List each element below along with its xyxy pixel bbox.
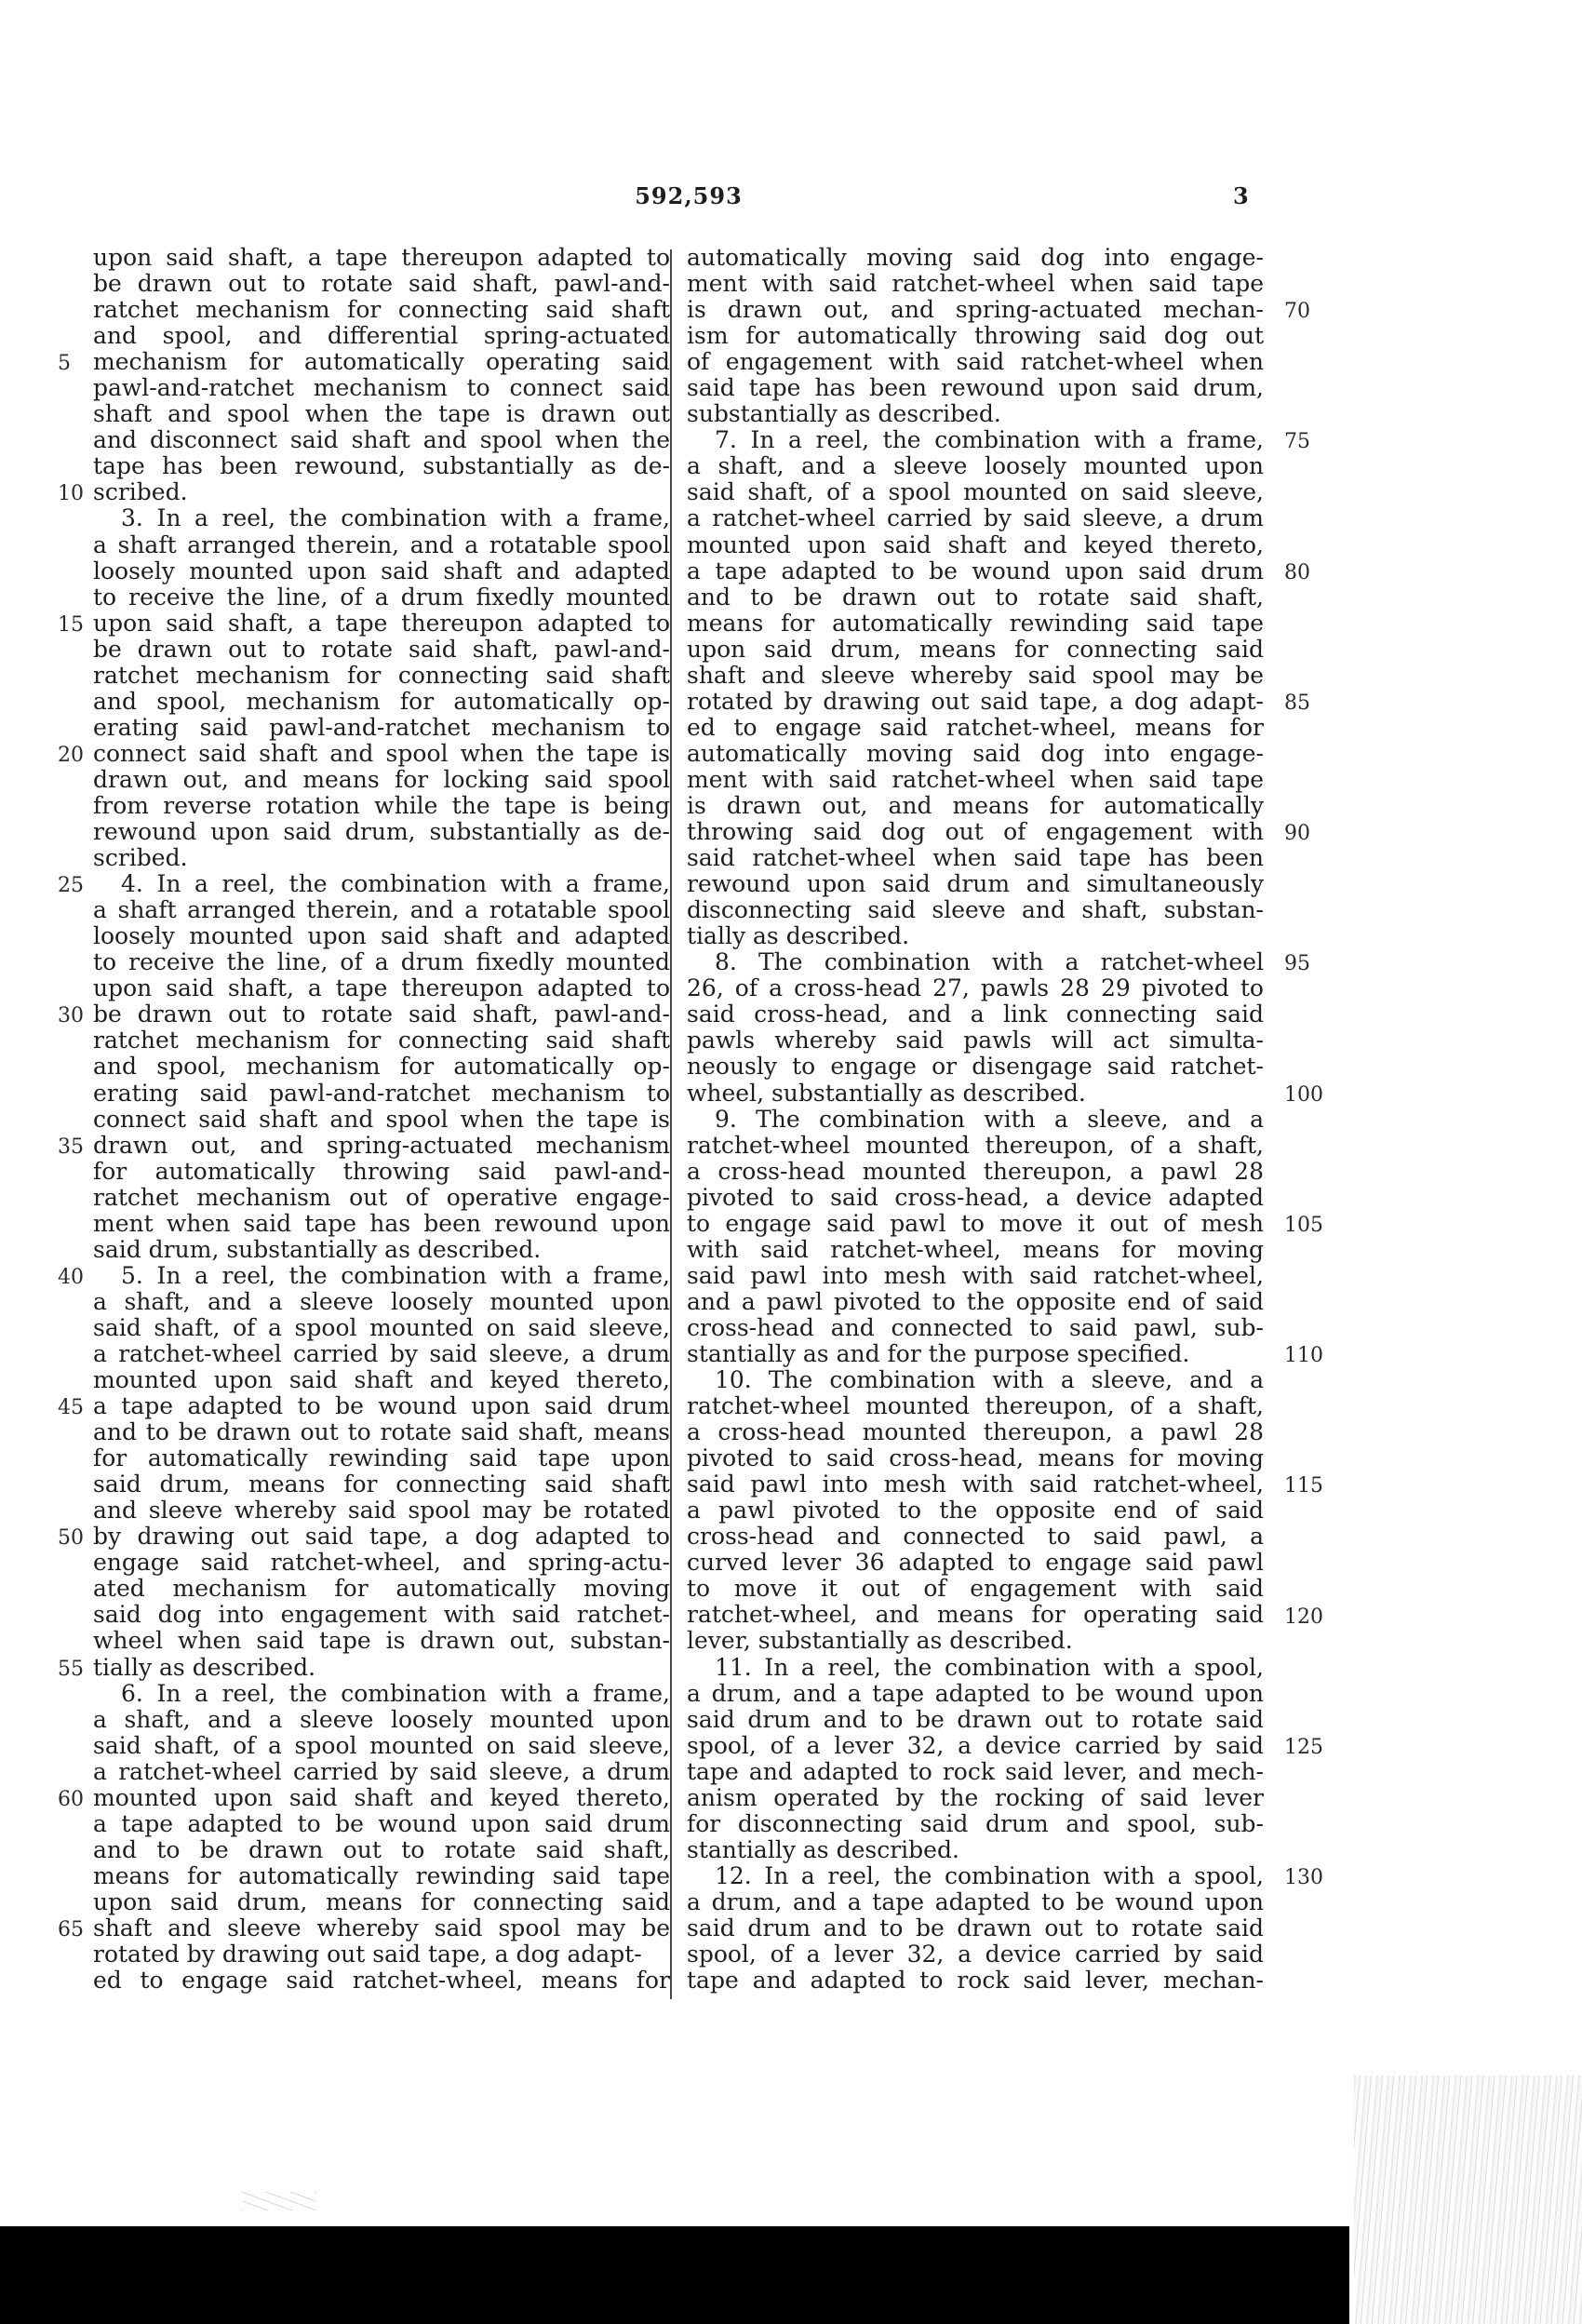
text-line: a ratchet-wheel carried by said sleeve, a drum bbox=[687, 504, 1264, 532]
text-line: be drawn out to rotate said shaft, pawl-and- bbox=[93, 270, 670, 298]
text-line: drawn out, and means for locking said spool bbox=[93, 765, 670, 793]
line-number: 20 bbox=[58, 743, 84, 767]
line-number: 105 bbox=[1284, 1213, 1323, 1237]
text-line: substantially as described. bbox=[687, 400, 1001, 428]
text-line: 26, of a cross-head 27, pawls 28 29 pivoted to bbox=[687, 974, 1264, 1002]
line-number: 25 bbox=[58, 874, 84, 898]
text-line: said pawl into mesh with said ratchet-wheel, bbox=[687, 1261, 1264, 1289]
text-line: of engagement with said ratchet-wheel when bbox=[687, 348, 1264, 376]
text-line: tape and adapted to rock said lever, and mech- bbox=[687, 1757, 1264, 1785]
scan-artifact bbox=[242, 2192, 316, 2210]
text-line: is drawn out, and means for automatically bbox=[687, 791, 1264, 819]
text-line: by drawing out said tape, a dog adapted to bbox=[93, 1523, 670, 1551]
text-line: upon said shaft, a tape thereupon adapted to bbox=[93, 974, 670, 1002]
text-line: 5. In a reel, the combination with a frame, bbox=[121, 1261, 670, 1289]
text-line: a ratchet-wheel carried by said sleeve, a drum bbox=[93, 1757, 670, 1785]
text-line: a tape adapted to be wound upon said drum bbox=[687, 557, 1264, 584]
column-divider bbox=[670, 249, 672, 1999]
text-line: automatically moving said dog into engage- bbox=[687, 244, 1264, 271]
page-header bbox=[0, 182, 1582, 220]
line-number: 10 bbox=[58, 482, 84, 506]
text-line: mounted upon said shaft and keyed thereto, bbox=[93, 1366, 670, 1394]
text-line: engage said ratchet-wheel, and spring-actu- bbox=[93, 1549, 670, 1577]
scan-artifact bbox=[1354, 2075, 1582, 2324]
text-line: shaft and sleeve whereby said spool may be bbox=[687, 661, 1264, 689]
text-line: be drawn out to rotate said shaft, pawl-and- bbox=[93, 635, 670, 663]
text-line: wheel, substantially as described. bbox=[687, 1079, 1086, 1107]
text-line: connect said shaft and spool when the tape is bbox=[93, 739, 670, 767]
text-line: ratchet-wheel mounted thereupon, of a shaft, bbox=[687, 1392, 1264, 1420]
text-line: mechanism for automatically operating said bbox=[93, 348, 670, 376]
text-line: upon said shaft, a tape thereupon adapted to bbox=[93, 609, 670, 637]
line-number: 110 bbox=[1284, 1344, 1323, 1368]
text-line: for disconnecting said drum and spool, sub- bbox=[687, 1809, 1264, 1837]
text-line: wheel when said tape is drawn out, substan- bbox=[93, 1627, 670, 1655]
line-number: 65 bbox=[58, 1918, 84, 1942]
text-line: to move it out of engagement with said bbox=[687, 1575, 1264, 1603]
text-line: tially as described. bbox=[93, 1653, 316, 1681]
line-number: 60 bbox=[58, 1787, 84, 1811]
text-line: means for automatically rewinding said tape bbox=[687, 609, 1264, 637]
text-line: for automatically rewinding said tape upon bbox=[93, 1444, 670, 1472]
left-column bbox=[93, 245, 670, 1994]
right-column bbox=[687, 245, 1264, 1994]
text-line: pivoted to said cross-head, means for moving bbox=[687, 1444, 1264, 1472]
text-line: ated mechanism for automatically moving bbox=[93, 1575, 670, 1603]
text-line: a shaft, and a sleeve loosely mounted upon bbox=[687, 452, 1264, 480]
text-line: pawl-and-ratchet mechanism to connect said bbox=[93, 374, 670, 402]
text-line: ratchet mechanism for connecting said shaft bbox=[93, 296, 670, 324]
text-line: a shaft, and a sleeve loosely mounted upon bbox=[93, 1705, 670, 1733]
text-line: rewound upon said drum and simultaneously bbox=[687, 870, 1264, 898]
line-number: 30 bbox=[58, 1004, 84, 1028]
text-line: said drum, means for connecting said shaft bbox=[93, 1471, 670, 1498]
text-line: to receive the line, of a drum fixedly mounted bbox=[93, 583, 670, 611]
text-line: a drum, and a tape adapted to be wound upon bbox=[687, 1679, 1264, 1707]
text-line: cross-head and connected to said pawl, sub- bbox=[687, 1313, 1264, 1341]
line-number: 80 bbox=[1284, 560, 1310, 584]
text-line: rotated by drawing out said tape, a dog adapt- bbox=[687, 687, 1264, 715]
text-line: ratchet-wheel mounted thereupon, of a shaft, bbox=[687, 1131, 1264, 1159]
text-line: a shaft, and a sleeve loosely mounted upon bbox=[93, 1287, 670, 1315]
text-line: ratchet-wheel, and means for operating said bbox=[687, 1601, 1264, 1629]
text-line: mounted upon said shaft and keyed thereto, bbox=[93, 1783, 670, 1811]
text-line: a pawl pivoted to the opposite end of said bbox=[687, 1497, 1264, 1525]
text-line: said dog into engagement with said ratchet- bbox=[93, 1601, 670, 1629]
text-line: scribed. bbox=[93, 478, 188, 506]
text-line: tape has been rewound, substantially as de- bbox=[93, 452, 670, 480]
line-number: 40 bbox=[58, 1265, 84, 1289]
line-number: 90 bbox=[1284, 822, 1310, 846]
line-number: 130 bbox=[1284, 1866, 1323, 1890]
text-line: and to be drawn out to rotate said shaft, bbox=[93, 1835, 670, 1863]
text-line: said ratchet-wheel when said tape has been bbox=[687, 844, 1264, 872]
text-line: neously to engage or disengage said ratchet- bbox=[687, 1053, 1264, 1081]
text-line: ment when said tape has been rewound upon bbox=[93, 1209, 670, 1237]
text-line: a drum, and a tape adapted to be wound upon bbox=[687, 1887, 1264, 1915]
line-number: 45 bbox=[58, 1396, 84, 1420]
text-line: curved lever 36 adapted to engage said pawl bbox=[687, 1549, 1264, 1577]
text-line: stantially as and for the purpose specified. bbox=[687, 1339, 1190, 1367]
text-line: a tape adapted to be wound upon said drum bbox=[93, 1392, 670, 1420]
text-line: spool, of a lever 32, a device carried by said bbox=[687, 1731, 1264, 1759]
text-line: a cross-head mounted thereupon, a pawl 28 bbox=[687, 1418, 1264, 1446]
text-line: a tape adapted to be wound upon said drum bbox=[93, 1809, 670, 1837]
text-line: means for automatically rewinding said tape bbox=[93, 1861, 670, 1889]
line-number: 125 bbox=[1284, 1735, 1323, 1759]
text-line: a cross-head mounted thereupon, a pawl 28 bbox=[687, 1157, 1264, 1185]
text-line: said drum and to be drawn out to rotate said bbox=[687, 1914, 1264, 1941]
text-line: said cross-head, and a link connecting said bbox=[687, 1001, 1264, 1028]
text-line: ed to engage said ratchet-wheel, means for bbox=[93, 1967, 670, 1995]
line-number: 15 bbox=[58, 612, 84, 637]
text-line: and spool, mechanism for automatically op- bbox=[93, 687, 670, 715]
text-line: a shaft arranged therein, and a rotatable spool bbox=[93, 896, 670, 924]
line-number: 50 bbox=[58, 1526, 84, 1551]
text-line: stantially as described. bbox=[687, 1835, 959, 1863]
text-line: ment with said ratchet-wheel when said tape bbox=[687, 270, 1264, 298]
text-line: loosely mounted upon said shaft and adapted bbox=[93, 557, 670, 584]
text-line: anism operated by the rocking of said lever bbox=[687, 1783, 1264, 1811]
page-number: 3 bbox=[1233, 182, 1249, 209]
text-line: to receive the line, of a drum fixedly mounted bbox=[93, 948, 670, 976]
text-line: loosely mounted upon said shaft and adapted bbox=[93, 922, 670, 950]
text-line: ment with said ratchet-wheel when said tape bbox=[687, 765, 1264, 793]
line-number: 120 bbox=[1284, 1605, 1323, 1629]
text-line: said shaft, of a spool mounted on said sleeve, bbox=[93, 1313, 670, 1341]
text-line: upon said shaft, a tape thereupon adapted to bbox=[93, 244, 670, 271]
line-number: 55 bbox=[58, 1657, 84, 1681]
text-line: 3. In a reel, the combination with a frame, bbox=[121, 504, 670, 532]
text-line: erating said pawl-and-ratchet mechanism to bbox=[93, 713, 670, 741]
text-line: ism for automatically throwing said dog out bbox=[687, 322, 1264, 350]
text-line: 4. In a reel, the combination with a frame, bbox=[121, 870, 670, 898]
text-line: upon said drum, means for connecting said bbox=[687, 635, 1264, 663]
text-line: shaft and spool when the tape is drawn out bbox=[93, 400, 670, 428]
text-line: spool, of a lever 32, a device carried by said bbox=[687, 1941, 1264, 1968]
text-line: tially as described. bbox=[687, 922, 910, 950]
text-line: from reverse rotation while the tape is being bbox=[93, 791, 670, 819]
text-line: said tape has been rewound upon said drum, bbox=[687, 374, 1264, 402]
line-number: 70 bbox=[1284, 300, 1310, 324]
text-line: lever, substantially as described. bbox=[687, 1627, 1073, 1655]
text-line: for automatically throwing said pawl-and- bbox=[93, 1157, 670, 1185]
text-line: rotated by drawing out said tape, a dog adapt- bbox=[93, 1941, 642, 1968]
text-line: rewound upon said drum, substantially as de- bbox=[93, 818, 670, 846]
text-line: is drawn out, and spring-actuated mechan- bbox=[687, 296, 1264, 324]
text-line: said drum, substantially as described. bbox=[93, 1235, 542, 1263]
text-line: 7. In a reel, the combination with a frame, bbox=[715, 426, 1264, 454]
text-line: a shaft arranged therein, and a rotatable spool bbox=[93, 531, 670, 558]
text-line: 10. The combination with a sleeve, and a bbox=[715, 1366, 1264, 1394]
text-line: throwing said dog out of engagement with bbox=[687, 818, 1264, 846]
text-line: 11. In a reel, the combination with a spool, bbox=[715, 1653, 1264, 1681]
line-number: 5 bbox=[58, 352, 71, 376]
text-line: said shaft, of a spool mounted on said sleeve, bbox=[93, 1731, 670, 1759]
text-line: and disconnect said shaft and spool when the bbox=[93, 426, 670, 454]
text-line: a ratchet-wheel carried by said sleeve, a drum bbox=[93, 1339, 670, 1367]
text-line: said drum and to be drawn out to rotate said bbox=[687, 1705, 1264, 1733]
text-line: 8. The combination with a ratchet-wheel bbox=[715, 948, 1264, 976]
text-line: disconnecting said sleeve and shaft, substan- bbox=[687, 896, 1264, 924]
line-number: 85 bbox=[1284, 691, 1310, 715]
text-line: erating said pawl-and-ratchet mechanism to bbox=[93, 1079, 670, 1107]
text-line: and to be drawn out to rotate said shaft, means bbox=[93, 1418, 670, 1446]
text-line: drawn out, and spring-actuated mechanism bbox=[93, 1131, 670, 1159]
text-line: cross-head and connected to said pawl, a bbox=[687, 1523, 1264, 1551]
text-line: said pawl into mesh with said ratchet-wheel, bbox=[687, 1471, 1264, 1498]
line-number: 100 bbox=[1284, 1082, 1323, 1107]
text-line: 6. In a reel, the combination with a frame, bbox=[121, 1679, 670, 1707]
text-line: ratchet mechanism for connecting said shaft bbox=[93, 661, 670, 689]
text-line: ratchet mechanism out of operative engage- bbox=[93, 1183, 670, 1211]
line-number: 95 bbox=[1284, 952, 1310, 976]
text-line: 12. In a reel, the combination with a spool, bbox=[715, 1861, 1264, 1889]
patent-number: 592,593 bbox=[635, 182, 743, 209]
text-line: with said ratchet-wheel, means for moving bbox=[687, 1235, 1264, 1263]
scan-edge-band bbox=[0, 2226, 1349, 2324]
text-line: scribed. bbox=[93, 844, 188, 872]
text-line: be drawn out to rotate said shaft, pawl-and- bbox=[93, 1001, 670, 1028]
text-line: automatically moving said dog into engage- bbox=[687, 739, 1264, 767]
line-number: 35 bbox=[58, 1135, 84, 1159]
text-line: ed to engage said ratchet-wheel, means for bbox=[687, 713, 1264, 741]
text-line: and a pawl pivoted to the opposite end of said bbox=[687, 1287, 1264, 1315]
text-line: 9. The combination with a sleeve, and a bbox=[715, 1105, 1264, 1133]
line-number: 75 bbox=[1284, 430, 1310, 454]
text-line: ratchet mechanism for connecting said shaft bbox=[93, 1027, 670, 1055]
text-line: tape and adapted to rock said lever, mechan- bbox=[687, 1967, 1264, 1995]
text-line: shaft and sleeve whereby said spool may be bbox=[93, 1914, 670, 1941]
text-line: said shaft, of a spool mounted on said sleeve, bbox=[687, 478, 1264, 506]
text-line: and spool, and differential spring-actuated bbox=[93, 322, 670, 350]
line-number: 115 bbox=[1284, 1474, 1323, 1498]
text-line: mounted upon said shaft and keyed thereto, bbox=[687, 531, 1264, 558]
text-line: and spool, mechanism for automatically op- bbox=[93, 1053, 670, 1081]
text-line: pivoted to said cross-head, a device adapted bbox=[687, 1183, 1264, 1211]
text-line: and sleeve whereby said spool may be rotated bbox=[93, 1497, 670, 1525]
text-line: upon said drum, means for connecting said bbox=[93, 1887, 670, 1915]
text-line: and to be drawn out to rotate said shaft, bbox=[687, 583, 1264, 611]
text-line: to engage said pawl to move it out of mesh bbox=[687, 1209, 1264, 1237]
text-line: connect said shaft and spool when the tape is bbox=[93, 1105, 670, 1133]
text-line: pawls whereby said pawls will act simulta- bbox=[687, 1027, 1264, 1055]
